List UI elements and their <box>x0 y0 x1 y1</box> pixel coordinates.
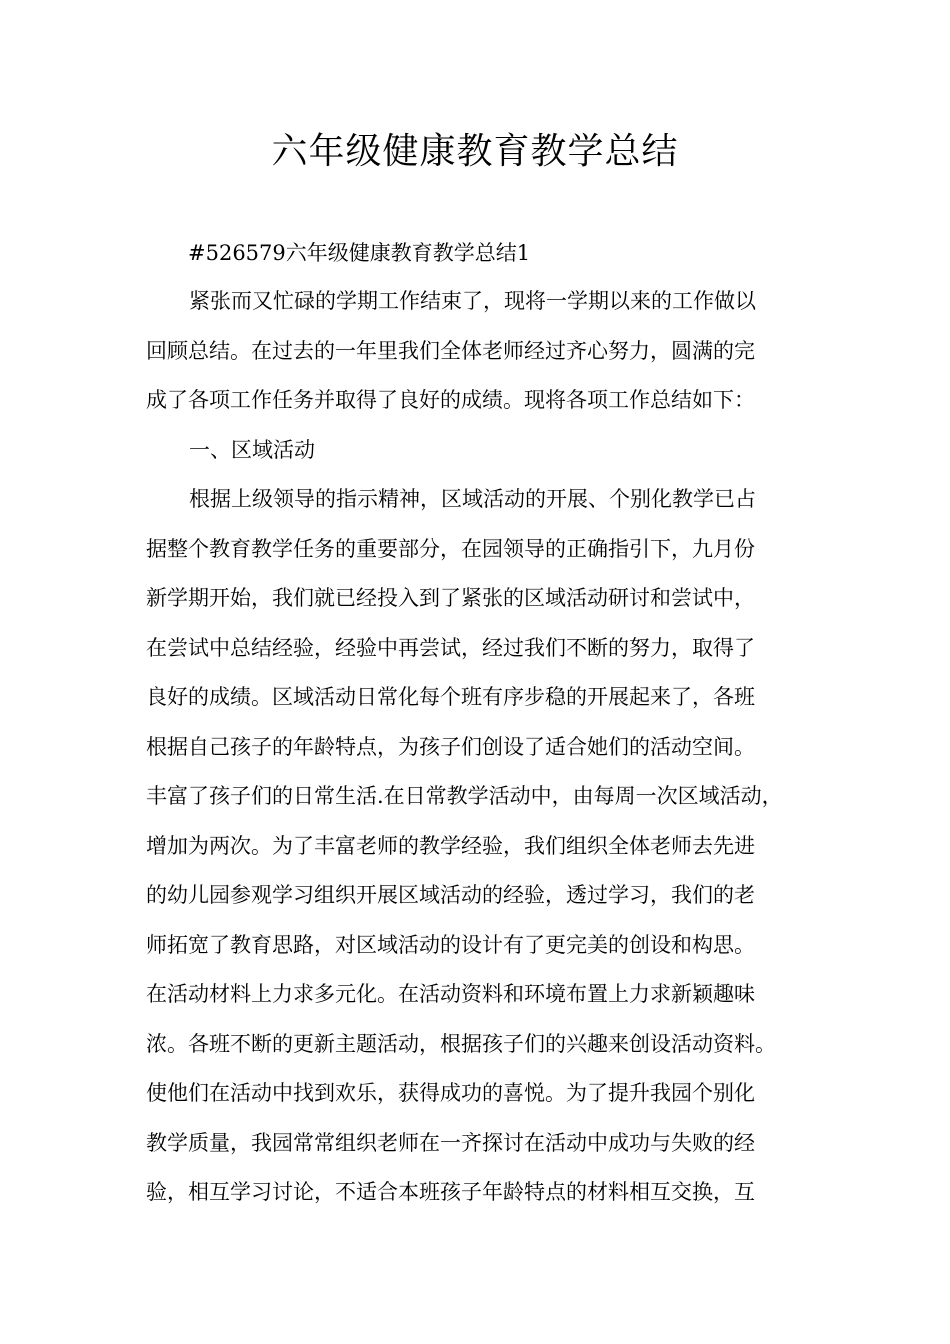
paragraph-line: 验，相互学习讨论，不适合本班孩子年龄特点的材料相互交换，互 <box>146 1180 755 1204</box>
paragraph-line: 新学期开始，我们就已经投入到了紧张的区域活动研讨和尝试中， <box>146 586 755 610</box>
paragraph-line: 丰富了孩子们的日常生活.在日常教学活动中，由每周一次区域活动， <box>146 784 783 808</box>
paragraph-line: 的幼儿园参观学习组织开展区域活动的经验，透过学习，我们的老 <box>146 883 755 907</box>
paragraph-line: 紧张而又忙碌的学期工作结束了，现将一学期以来的工作做以 <box>189 289 756 313</box>
paragraph-line: 浓。各班不断的更新主题活动，根据孩子们的兴趣来创设活动资料。 <box>146 1032 776 1056</box>
paragraph-line: 在尝试中总结经验，经验中再尝试，经过我们不断的努力，取得了 <box>146 636 755 660</box>
paragraph-line: 教学质量，我园常常组织老师在一齐探讨在活动中成功与失败的经 <box>146 1131 755 1155</box>
paragraph-line: 成了各项工作任务并取得了良好的成绩。现将各项工作总结如下： <box>146 388 755 412</box>
paragraph-line: 增加为两次。为了丰富老师的教学经验，我们组织全体老师去先进 <box>146 834 755 858</box>
paragraph-line: 使他们在活动中找到欢乐，获得成功的喜悦。为了提升我园个别化 <box>146 1081 755 1105</box>
paragraph-line: 师拓宽了教育思路，对区域活动的设计有了更完美的创设和构思。 <box>146 933 755 957</box>
paragraph-line: 良好的成绩。区域活动日常化每个班有序步稳的开展起来了，各班 <box>146 685 755 709</box>
paragraph-line: 根据自己孩子的年龄特点，为孩子们创设了适合她们的活动空间。 <box>146 735 755 759</box>
document-title: 六年级健康教育教学总结 <box>271 131 679 172</box>
paragraph-line: 回顾总结。在过去的一年里我们全体老师经过齐心努力，圆满的完 <box>146 339 755 363</box>
doc-subtitle-line: #526579六年级健康教育教学总结1 <box>188 241 531 265</box>
paragraph-line: 根据上级领导的指示精神，区域活动的开展、个别化教学已占 <box>189 487 756 511</box>
paragraph-line: 在活动材料上力求多元化。在活动资料和环境布置上力求新颖趣味 <box>146 982 755 1006</box>
paragraph-line: 据整个教育教学任务的重要部分，在园领导的正确指引下，九月份 <box>146 537 755 561</box>
section-heading: 一、区域活动 <box>189 438 315 462</box>
